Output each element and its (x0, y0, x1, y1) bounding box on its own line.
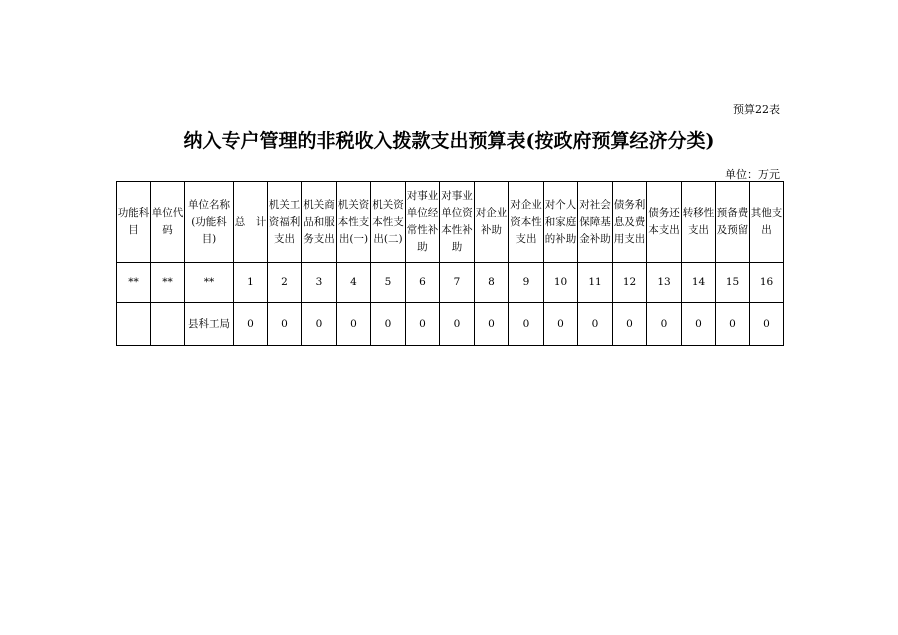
header-cell-unit-code: 单位代码 (151, 182, 185, 263)
header-cell-wage-welfare: 机关工资福利支出 (268, 182, 302, 263)
data-cell: 0 (613, 303, 647, 346)
index-cell: 2 (268, 263, 302, 303)
header-cell-transfer: 转移性支出 (682, 182, 716, 263)
budget-table (116, 181, 784, 346)
header-cell-debt-interest: 债务利息及费用支出 (613, 182, 647, 263)
index-cell: ** (151, 263, 185, 303)
header-cell-enterprise-subsidy: 对企业补助 (475, 182, 509, 263)
header-cell-capital-2: 机关资本性支出(二) (371, 182, 406, 263)
index-cell: 11 (578, 263, 613, 303)
index-cell: 12 (613, 263, 647, 303)
data-cell: 0 (440, 303, 475, 346)
header-row (117, 182, 784, 263)
unit-label: 单位：万元 (725, 168, 780, 181)
data-cell: 0 (337, 303, 371, 346)
index-cell: ** (117, 263, 151, 303)
data-cell: 0 (509, 303, 544, 346)
index-cell: 15 (716, 263, 750, 303)
index-cell: ** (185, 263, 234, 303)
form-number: 预算22表 (733, 103, 780, 116)
data-cell: 0 (578, 303, 613, 346)
data-cell (117, 303, 151, 346)
header-cell-total: 总 计 (234, 182, 268, 263)
data-cell: 0 (716, 303, 750, 346)
data-cell: 0 (750, 303, 784, 346)
index-cell: 3 (302, 263, 337, 303)
header-cell-institution-capital-subsidy: 对事业单位资本性补助 (440, 182, 475, 263)
index-cell: 5 (371, 263, 406, 303)
index-cell: 4 (337, 263, 371, 303)
index-cell: 10 (544, 263, 578, 303)
data-cell: 0 (302, 303, 337, 346)
table-row (117, 303, 784, 346)
data-cell: 0 (647, 303, 682, 346)
data-cell: 0 (234, 303, 268, 346)
data-cell: 0 (406, 303, 440, 346)
header-cell-household-subsidy: 对个人和家庭的补助 (544, 182, 578, 263)
header-cell-social-security-subsidy: 对社会保障基金补助 (578, 182, 613, 263)
index-cell: 8 (475, 263, 509, 303)
data-cell: 0 (371, 303, 406, 346)
header-cell-capital-1: 机关资本性支出(一) (337, 182, 371, 263)
data-cell: 0 (475, 303, 509, 346)
header-cell-institution-recurrent-subsidy: 对事业单位经常性补助 (406, 182, 440, 263)
header-cell-unit-name: 单位名称(功能科目) (185, 182, 234, 263)
header-cell-debt-principal: 债务还本支出 (647, 182, 682, 263)
header-cell-enterprise-capital: 对企业资本性支出 (509, 182, 544, 263)
index-cell: 1 (234, 263, 268, 303)
header-cell-goods-services: 机关商品和服务支出 (302, 182, 337, 263)
data-cell: 0 (682, 303, 716, 346)
data-cell: 0 (544, 303, 578, 346)
document-title: 纳入专户管理的非税收入拨款支出预算表(按政府预算经济分类) (183, 130, 715, 152)
data-cell (151, 303, 185, 346)
index-cell: 16 (750, 263, 784, 303)
index-cell: 9 (509, 263, 544, 303)
header-cell-reserve: 预备费及预留 (716, 182, 750, 263)
data-cell: 0 (268, 303, 302, 346)
header-cell-function-subject: 功能科目 (117, 182, 151, 263)
header-cell-other: 其他支出 (750, 182, 784, 263)
index-cell: 7 (440, 263, 475, 303)
index-cell: 14 (682, 263, 716, 303)
index-cell: 6 (406, 263, 440, 303)
data-cell-unit-name: 县科工局 (185, 303, 234, 346)
index-row (117, 263, 784, 303)
index-cell: 13 (647, 263, 682, 303)
